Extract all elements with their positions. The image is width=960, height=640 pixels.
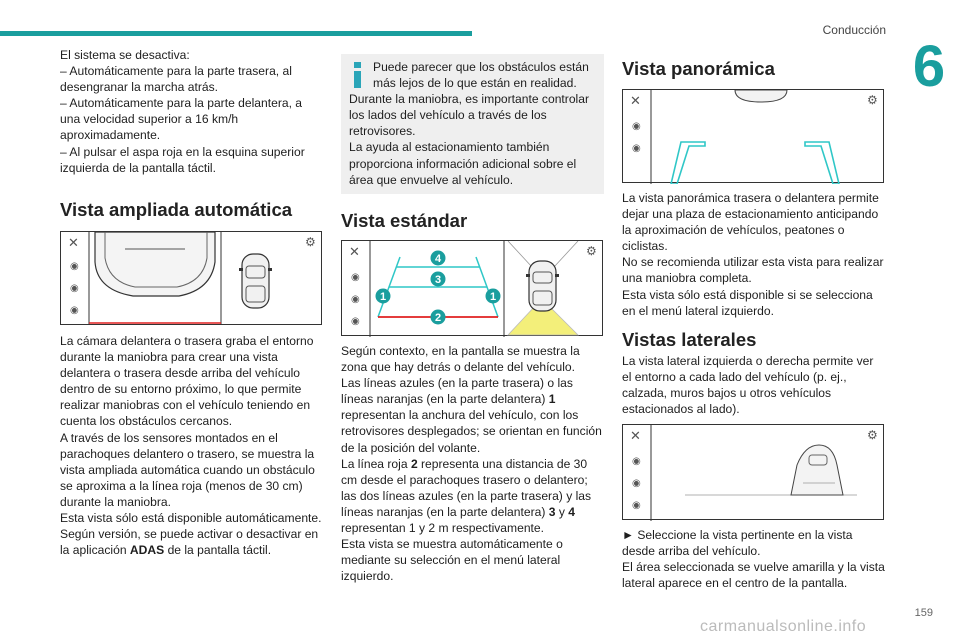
paragraph: Según versión, se puede activar o desactivar en la aplicación ADAS de la pantalla táctil.	[60, 527, 319, 558]
standard-view-illustration	[342, 241, 604, 337]
paragraph: Las líneas azules (en la parte trasera) o las líneas naranjas (en la parte delantera) 1 representan la anchura del vehículo, con los retrovisores desplegados; se orientan en función de la posición del volante.	[341, 376, 602, 455]
paragraph: La vista panorámica trasera o delantera permite dejar una plaza de estacionamiento anticipando la aproximación de vehículos, peatones o ciclistas.	[622, 191, 879, 254]
sensor-icon[interactable]: ◉	[351, 294, 360, 305]
screen-standard-view	[341, 240, 603, 336]
paragraph: Esta vista sólo está disponible si se selecciona en el menú lateral izquierdo.	[622, 287, 873, 318]
callout-3	[431, 272, 446, 287]
deactivation-text	[60, 47, 322, 176]
side-view-instructions	[622, 527, 885, 591]
sensor-icon[interactable]: ◉	[70, 283, 79, 294]
paragraph: – Automáticamente para la parte trasera, al desengranar la marcha atrás.	[60, 64, 292, 95]
svg-text:2: 2	[434, 312, 442, 324]
heading-vista-estandar: Vista estándar	[341, 210, 468, 231]
adas-app-name: ADAS	[129, 543, 165, 558]
settings-icon[interactable]: ⚙	[867, 428, 878, 442]
close-icon[interactable]: ✕	[630, 428, 641, 443]
sensor-icon[interactable]: ◉	[632, 500, 641, 511]
sensor-icon[interactable]: ◉	[70, 305, 79, 316]
page-number: 159	[914, 607, 933, 619]
zoom-view-illustration	[61, 232, 321, 324]
screen-side-view	[622, 424, 884, 520]
paragraph: No se recomienda utilizar esta vista para realizar una maniobra completa.	[622, 255, 884, 286]
callout-2	[431, 310, 446, 325]
close-icon[interactable]: ✕	[349, 244, 360, 259]
close-icon[interactable]: ✕	[68, 235, 79, 250]
paragraph: A través de los sensores montados en el parachoques delantero o trasero, se muestra la vista ampliada automática cuando un obstáculo se aproxima a la línea roja (menos de 30 cm) durante la maniobra.	[60, 430, 315, 509]
paragraph: – Automáticamente para la parte delantera, a una velocidad superior a 16 km/h aproximadamente.	[60, 96, 303, 143]
info-note	[341, 54, 604, 194]
settings-icon[interactable]: ⚙	[586, 244, 597, 258]
heading-vistas-laterales: Vistas laterales	[622, 329, 757, 350]
paragraph: – Al pulsar el aspa roja en la esquina superior izquierda de la pantalla táctil.	[60, 144, 305, 175]
paragraph: Esta vista se muestra automáticamente o mediante su selección en el menú lateral izquierdo.	[341, 537, 563, 584]
zoom-view-text	[60, 333, 322, 558]
sensor-icon[interactable]: ◉	[351, 272, 360, 283]
close-icon[interactable]: ✕	[630, 93, 641, 108]
sensor-icon[interactable]: ◉	[351, 316, 360, 327]
callout-4	[431, 251, 446, 266]
heading-vista-ampliada: Vista ampliada automática	[60, 199, 293, 220]
chapter-number: 6	[912, 34, 946, 99]
paragraph: Según contexto, en la pantalla se muestra la zona que hay detrás o delante del vehículo.	[341, 344, 580, 375]
svg-text:1: 1	[489, 291, 497, 303]
header-accent-bar	[0, 31, 472, 36]
paragraph: La vista lateral izquierda o derecha permite ver el entorno a cada lado del vehículo (p. ej., calzada, muros bajos u otros vehículos estacionados al lado).	[622, 354, 874, 417]
sensor-icon[interactable]: ◉	[632, 121, 641, 132]
sensor-icon[interactable]: ◉	[70, 261, 79, 272]
paragraph: ► Seleccione la vista pertinente en la vista desde arriba del vehículo.	[622, 528, 853, 559]
settings-icon[interactable]: ⚙	[867, 93, 878, 107]
svg-text:1: 1	[379, 291, 387, 303]
side-view-text	[622, 353, 885, 417]
sensor-icon[interactable]: ◉	[632, 478, 641, 489]
heading-vista-panoramica: Vista panorámica	[622, 58, 775, 79]
sensor-icon[interactable]: ◉	[632, 456, 641, 467]
paragraph: El área seleccionada se vuelve amarilla y la vista lateral aparece en el centro de la pantalla.	[622, 560, 885, 591]
paragraph: Esta vista sólo está disponible automáticamente.	[60, 511, 322, 526]
paragraph: La línea roja 2 representa una distancia de 30 cm desde el parachoques trasero o delantero; las dos líneas azules (en la parte trasera) y las líneas naranjas (en la parte delantera) 3 y 4 representan 1 y 2 m respectivamente.	[341, 456, 592, 536]
panoramic-view-illustration	[623, 90, 885, 184]
standard-view-text	[341, 343, 604, 584]
watermark: carmanualsonline.info	[700, 618, 867, 635]
section-title: Conducción	[822, 23, 886, 37]
callout-1-right	[486, 289, 501, 304]
panoramic-view-text	[622, 190, 885, 319]
paragraph: Durante la maniobra, es importante controlar los lados del vehículo a través de los retrovisores.	[349, 92, 589, 139]
sensor-icon[interactable]: ◉	[632, 143, 641, 154]
screen-zoom-view	[60, 231, 322, 325]
paragraph: Puede parecer que los obstáculos están más lejos de lo que están en realidad.	[373, 60, 589, 91]
svg-text:3: 3	[434, 274, 442, 286]
paragraph: La cámara delantera o trasera graba el entorno durante la maniobra para crear una vista delantera o trasera desde arriba del vehículo dentro de su entorno próximo, lo que permite realizar maniobras con el vehículo teniendo en cuenta los obstáculos cercanos.	[60, 334, 314, 429]
side-view-illustration	[623, 425, 885, 521]
settings-icon[interactable]: ⚙	[305, 235, 316, 249]
screen-panoramic-view	[622, 89, 884, 183]
paragraph: El sistema se desactiva:	[60, 48, 190, 62]
note-text	[349, 59, 599, 188]
paragraph: La ayuda al estacionamiento también proporciona información adicional sobre el área que envuelve al vehículo.	[349, 140, 577, 187]
callout-1-left	[376, 289, 391, 304]
svg-text:4: 4	[434, 253, 442, 265]
